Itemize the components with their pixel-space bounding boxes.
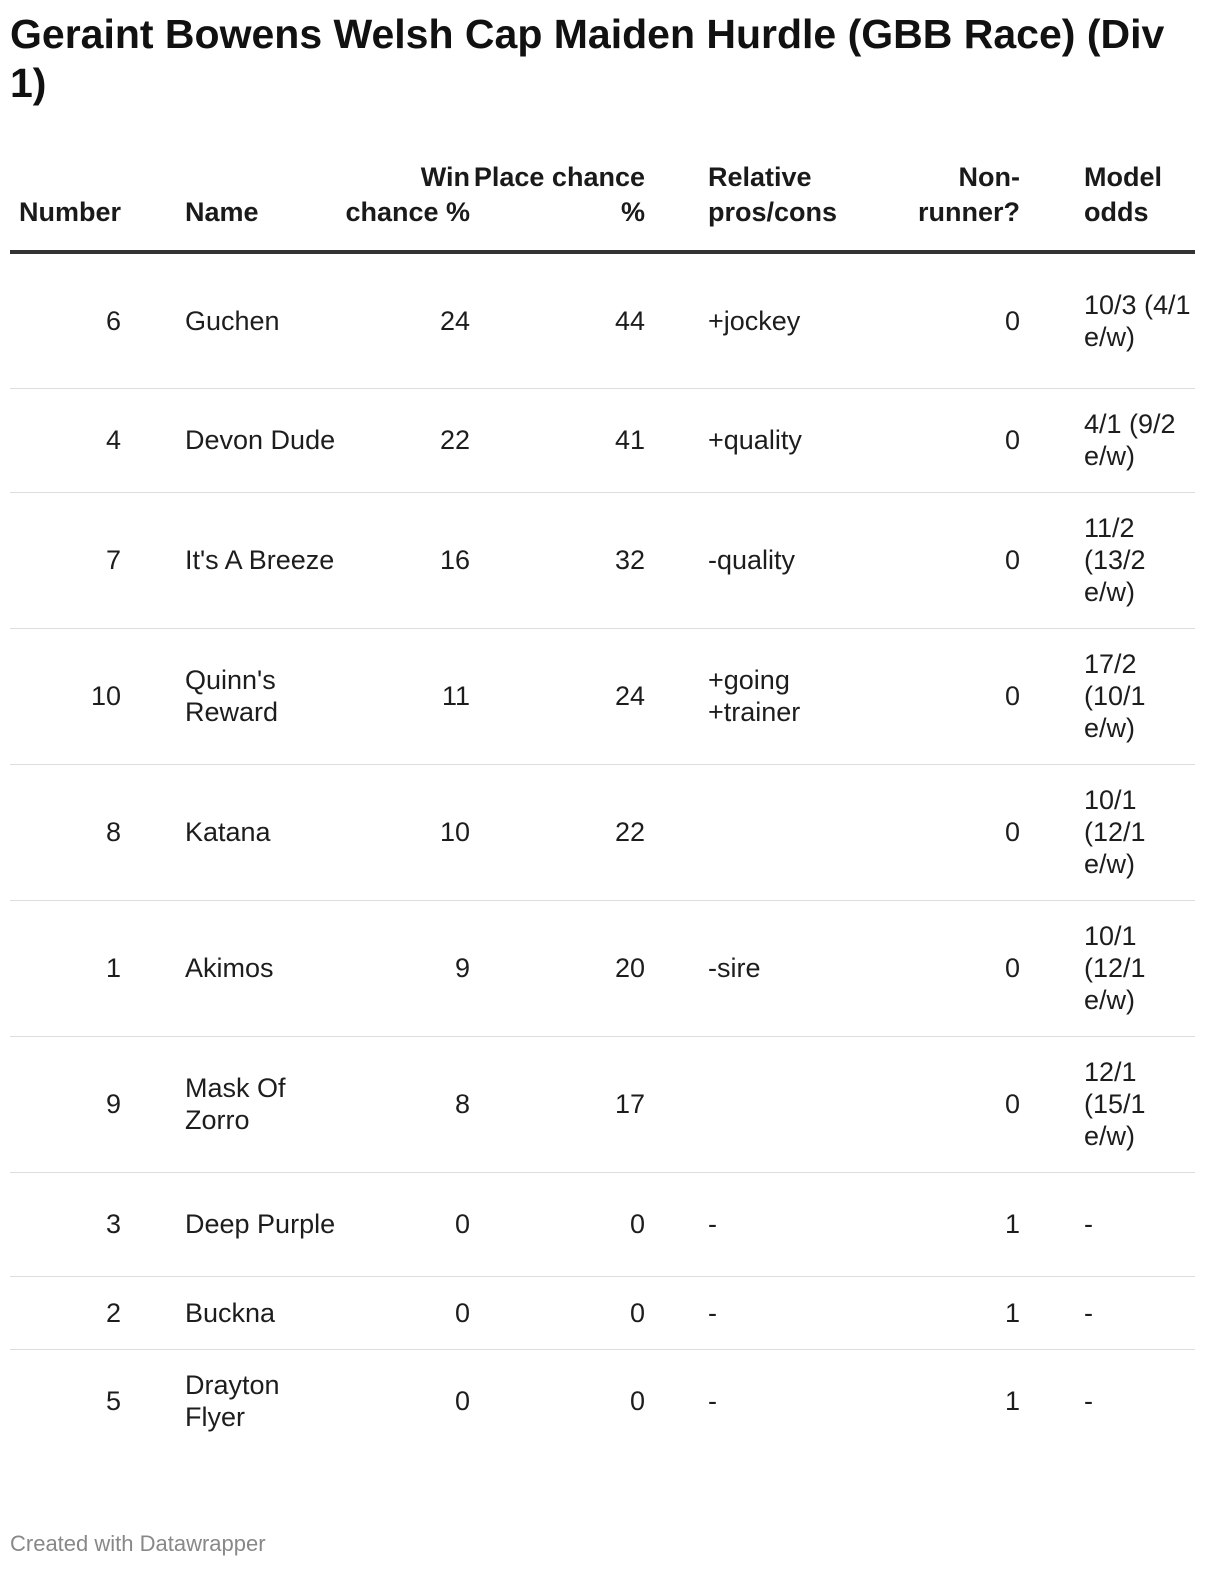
cell-place-chance: 24 bbox=[470, 628, 645, 764]
cell-spacer bbox=[121, 1036, 185, 1172]
cell-pros-cons: +jockey bbox=[708, 252, 888, 388]
cell-spacer bbox=[1020, 252, 1084, 388]
cell-spacer bbox=[645, 388, 708, 492]
footer-credit: Created with Datawrapper bbox=[10, 1531, 266, 1556]
cell-place-chance: 22 bbox=[470, 764, 645, 900]
header-non-runner[interactable]: Non-runner? bbox=[888, 160, 1020, 252]
cell-number: 5 bbox=[105, 1386, 121, 1417]
header-spacer bbox=[121, 160, 185, 252]
table-row bbox=[10, 1036, 1195, 1172]
cell-name: Akimos bbox=[185, 900, 345, 1036]
header-pros-cons[interactable]: Relative pros/cons bbox=[708, 160, 888, 252]
cell-pros-cons: +quality bbox=[708, 388, 888, 492]
cell-win-chance: 8 bbox=[345, 1036, 470, 1172]
cell-number: 6 bbox=[10, 252, 121, 388]
cell-spacer bbox=[645, 1276, 708, 1349]
cell-non-runner: 0 bbox=[888, 1036, 1020, 1172]
table-row bbox=[10, 492, 1195, 628]
cell-name: Mask Of Zorro bbox=[185, 1036, 345, 1172]
cell-win-chance: 0 bbox=[345, 1172, 470, 1276]
cell-spacer bbox=[645, 628, 708, 764]
cell-model-odds: - bbox=[1084, 1276, 1195, 1349]
cell-pros-cons: -sire bbox=[708, 900, 888, 1036]
cell-number: 4 bbox=[10, 388, 121, 492]
cell-spacer bbox=[1020, 764, 1084, 900]
cell-name: Katana bbox=[185, 764, 345, 900]
cell-spacer bbox=[645, 900, 708, 1036]
cell-number: 2 bbox=[10, 1276, 121, 1349]
cell-name: Buckna bbox=[185, 1276, 345, 1349]
cell-spacer bbox=[121, 1172, 185, 1276]
cell-spacer bbox=[1020, 1349, 1084, 1453]
cell-win-chance: 10 bbox=[345, 764, 470, 900]
cell-spacer bbox=[1020, 900, 1084, 1036]
cell-win-chance: 16 bbox=[345, 492, 470, 628]
cell-spacer bbox=[1020, 492, 1084, 628]
cell-pros-cons: - bbox=[708, 1276, 888, 1349]
table-row bbox=[10, 1276, 1195, 1349]
cell-pros-cons: - bbox=[708, 1386, 717, 1417]
cell-spacer bbox=[1020, 628, 1084, 764]
cell-place-chance: 20 bbox=[470, 900, 645, 1036]
cell-non-runner: 0 bbox=[888, 628, 1020, 764]
table-row bbox=[10, 764, 1195, 900]
cell-spacer bbox=[645, 1036, 708, 1172]
cell-pros-cons: -quality bbox=[708, 492, 888, 628]
cell-model-odds: 10/3 (4/1 e/w) bbox=[1084, 252, 1195, 388]
cell-place-chance: 41 bbox=[470, 388, 645, 492]
header-row bbox=[10, 160, 1195, 252]
cell-spacer bbox=[645, 492, 708, 628]
cell-spacer bbox=[1020, 1172, 1084, 1276]
cell-win-chance: 0 bbox=[345, 1276, 470, 1349]
cell-place-chance: 0 bbox=[470, 1276, 645, 1349]
cell-spacer bbox=[121, 388, 185, 492]
cell-name: Deep Purple bbox=[185, 1172, 345, 1276]
cell-win-chance: 0 bbox=[454, 1386, 470, 1417]
cell-name: Guchen bbox=[185, 252, 345, 388]
header-name[interactable]: Name bbox=[185, 160, 345, 252]
cell-model-odds: - bbox=[1084, 1386, 1093, 1417]
cell-place-chance: 44 bbox=[470, 252, 645, 388]
cell-spacer bbox=[1020, 1036, 1084, 1172]
cell-number: 7 bbox=[10, 492, 121, 628]
cell-non-runner: 1 bbox=[888, 1276, 1020, 1349]
table-row bbox=[10, 388, 1195, 492]
cell-spacer bbox=[645, 1349, 708, 1453]
cell-spacer bbox=[645, 764, 708, 900]
cell-name: Quinn's Reward bbox=[185, 628, 345, 764]
header-number[interactable]: Number bbox=[10, 160, 121, 252]
cell-pros-cons bbox=[708, 764, 888, 900]
cell-win-chance: 11 bbox=[345, 628, 470, 764]
race-table bbox=[10, 160, 1195, 1453]
cell-non-runner: 0 bbox=[888, 764, 1020, 900]
cell-name: Drayton Flyer bbox=[185, 1370, 280, 1433]
cell-model-odds: 10/1 (12/1 e/w) bbox=[1084, 900, 1195, 1036]
cell-spacer bbox=[121, 1349, 185, 1453]
cell-non-runner: 1 bbox=[1004, 1386, 1020, 1417]
table-header bbox=[10, 160, 1195, 252]
table-row bbox=[10, 1349, 1195, 1453]
cell-spacer bbox=[645, 1172, 708, 1276]
cell-win-chance: 9 bbox=[345, 900, 470, 1036]
cell-name: Devon Dude bbox=[185, 388, 345, 492]
cell-non-runner: 0 bbox=[888, 252, 1020, 388]
cell-win-chance: 24 bbox=[345, 252, 470, 388]
table-row bbox=[10, 252, 1195, 388]
table-row bbox=[10, 1172, 1195, 1276]
page-title: Geraint Bowens Welsh Cap Maiden Hurdle (GBB Race) (Div 1) bbox=[10, 11, 1165, 106]
cell-spacer bbox=[1020, 388, 1084, 492]
cell-pros-cons: +going +trainer bbox=[708, 628, 888, 764]
cell-number: 8 bbox=[10, 764, 121, 900]
cell-non-runner: 0 bbox=[888, 388, 1020, 492]
cell-win-chance: 22 bbox=[345, 388, 470, 492]
cell-model-odds: - bbox=[1084, 1172, 1195, 1276]
cell-pros-cons: - bbox=[708, 1172, 888, 1276]
header-place-chance[interactable]: Place chance % bbox=[470, 160, 645, 252]
cell-number: 3 bbox=[10, 1172, 121, 1276]
cell-spacer bbox=[121, 252, 185, 388]
table-row bbox=[10, 628, 1195, 764]
cell-place-chance: 17 bbox=[470, 1036, 645, 1172]
cell-name: It's A Breeze bbox=[185, 492, 345, 628]
header-spacer bbox=[645, 160, 708, 252]
cell-number: 1 bbox=[10, 900, 121, 1036]
cell-spacer bbox=[121, 1276, 185, 1349]
cell-spacer bbox=[121, 628, 185, 764]
cell-number: 9 bbox=[10, 1036, 121, 1172]
cell-model-odds: 12/1 (15/1 e/w) bbox=[1084, 1036, 1195, 1172]
header-spacer bbox=[1020, 160, 1084, 252]
table-body bbox=[10, 252, 1195, 1453]
cell-spacer bbox=[121, 764, 185, 900]
cell-pros-cons bbox=[708, 1036, 888, 1172]
cell-model-odds: 4/1 (9/2 e/w) bbox=[1084, 388, 1195, 492]
header-win-chance[interactable]: Win chance % bbox=[345, 160, 470, 252]
cell-place-chance: 0 bbox=[470, 1172, 645, 1276]
cell-place-chance: 32 bbox=[470, 492, 645, 628]
cell-model-odds: 10/1 (12/1 e/w) bbox=[1084, 764, 1195, 900]
cell-non-runner: 0 bbox=[888, 492, 1020, 628]
cell-spacer bbox=[1020, 1276, 1084, 1349]
header-model-odds[interactable]: Model odds bbox=[1084, 160, 1195, 252]
cell-number: 10 bbox=[10, 628, 121, 764]
cell-model-odds: 17/2 (10/1 e/w) bbox=[1084, 628, 1195, 764]
table-row bbox=[10, 900, 1195, 1036]
cell-non-runner: 0 bbox=[888, 900, 1020, 1036]
cell-spacer bbox=[121, 900, 185, 1036]
cell-spacer bbox=[645, 252, 708, 388]
cell-spacer bbox=[121, 492, 185, 628]
cell-place-chance: 0 bbox=[629, 1386, 645, 1417]
cell-non-runner: 1 bbox=[888, 1172, 1020, 1276]
cell-model-odds: 11/2 (13/2 e/w) bbox=[1084, 492, 1195, 628]
